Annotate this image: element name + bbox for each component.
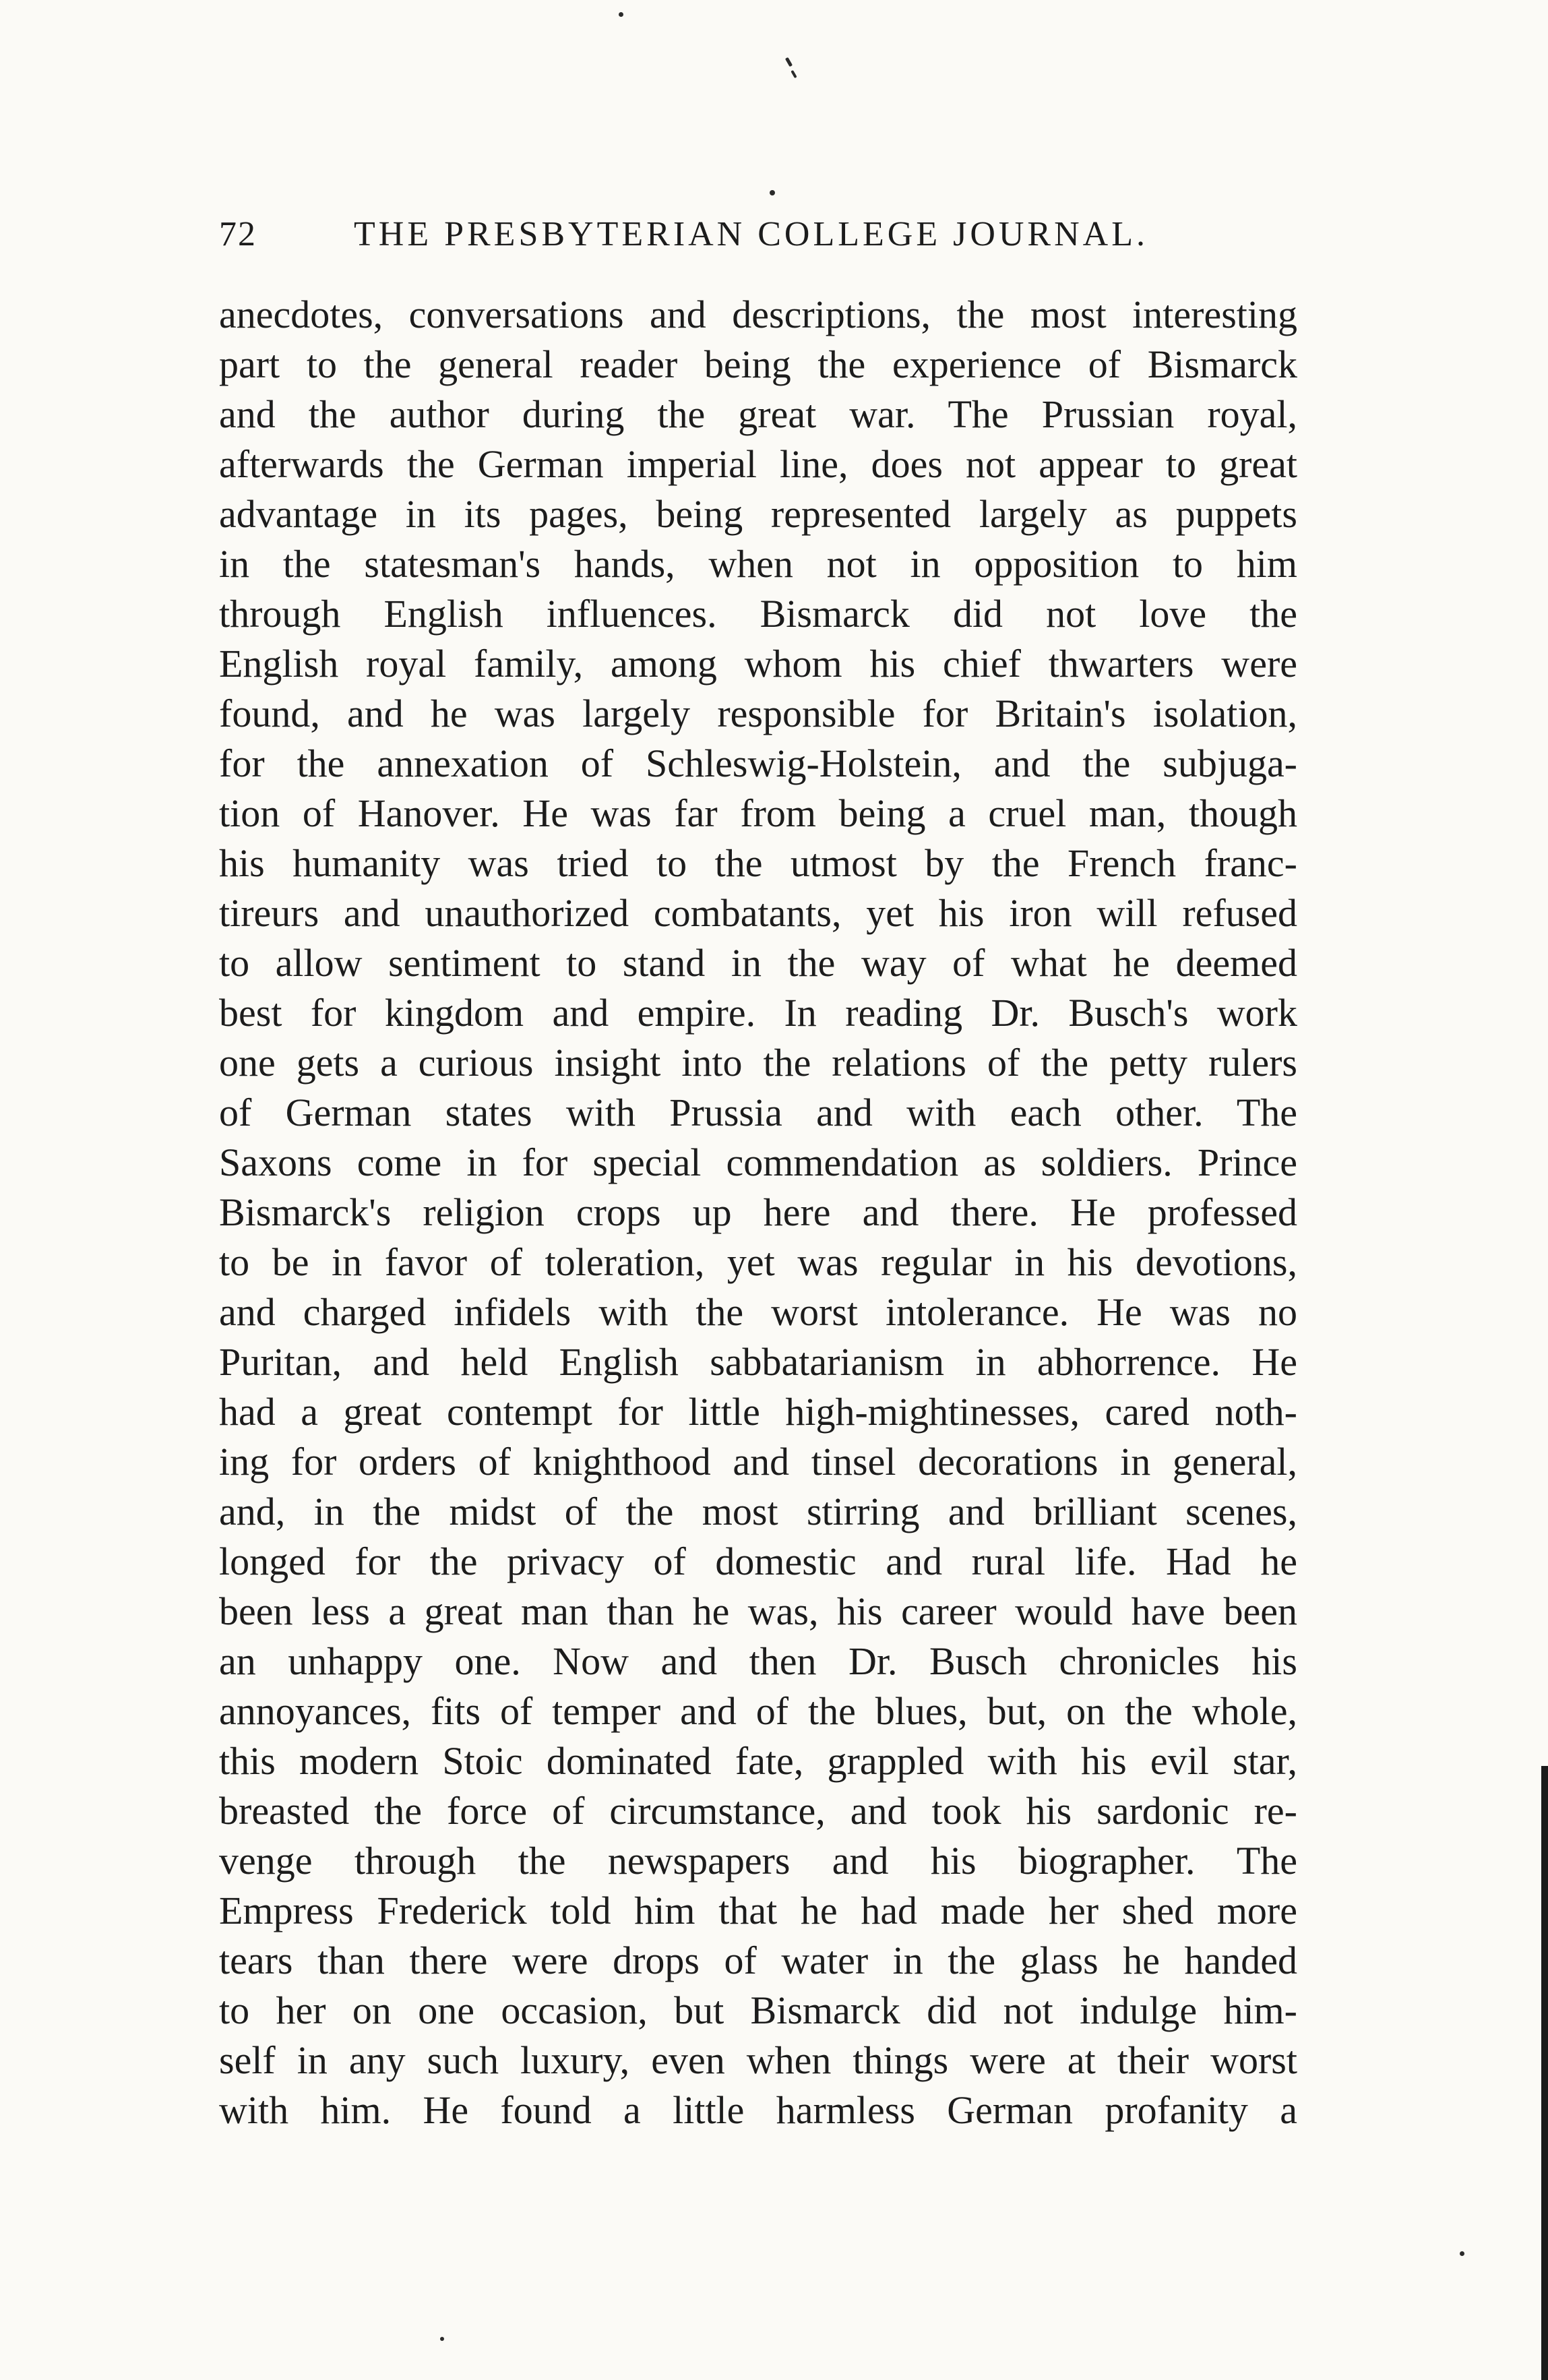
text-line: this modern Stoic dominated fate, grappled with his evil star, [219, 1739, 1297, 1783]
body-text [219, 290, 1297, 2135]
text-line: Puritan, and held English sabbatarianism in abhorrence. He [219, 1340, 1297, 1384]
text-line: to be in favor of toleration, yet was regular in his devotions, [219, 1240, 1297, 1284]
text-line: Saxons come in for special commendation as soldiers. Prince [219, 1140, 1297, 1184]
text-line: afterwards the German imperial line, does not appear to great [219, 442, 1297, 486]
text-line: and the author during the great war. The Prussian royal, [219, 392, 1297, 436]
text-line: tireurs and unauthorized combatants, yet his iron will refused [219, 891, 1297, 935]
text-line: annoyances, fits of temper and of the blues, but, on the whole, [219, 1689, 1297, 1733]
text-line: through English influences. Bismarck did not love the [219, 592, 1297, 636]
text-line: longed for the privacy of domestic and rural life. Had he [219, 1539, 1297, 1583]
scan-speck [770, 190, 775, 195]
text-line: to her on one occasion, but Bismarck did not indulge him- [219, 1988, 1297, 2032]
text-line: in the statesman's hands, when not in opposition to him [219, 542, 1297, 586]
scan-speck [1460, 2251, 1464, 2256]
text-line: Empress Frederick told him that he had made her shed more [219, 1889, 1297, 1932]
text-line: for the annexation of Schleswig-Holstein, and the subjuga- [219, 741, 1297, 785]
text-line: and charged infidels with the worst intolerance. He was no [219, 1290, 1297, 1334]
text-line: English royal family, among whom his chief thwarters were [219, 642, 1297, 685]
text-line: been less a great man than he was, his career would have been [219, 1589, 1297, 1633]
text-line: one gets a curious insight into the relations of the petty rulers [219, 1041, 1297, 1085]
text-line: anecdotes, conversations and descriptions, the most interesting [219, 293, 1297, 336]
scan-speck [791, 70, 797, 78]
text-line: had a great contempt for little high-mightinesses, cared noth- [219, 1390, 1297, 1434]
text-line: advantage in its pages, being represented largely as puppets [219, 492, 1297, 536]
text-line: self in any such luxury, even when things were at their worst [219, 2038, 1297, 2082]
text-line: found, and he was largely responsible for Britain's isolation, [219, 692, 1297, 735]
scan-edge-shadow [1541, 1766, 1548, 2380]
text-line: part to the general reader being the experience of Bismarck [219, 342, 1297, 386]
text-line: venge through the newspapers and his biographer. The [219, 1839, 1297, 1883]
text-line: with him. He found a little harmless German profanity a [219, 2088, 1297, 2132]
text-line: Bismarck's religion crops up here and there. He professed [219, 1190, 1297, 1234]
text-line: ing for orders of knighthood and tinsel decorations in general, [219, 1440, 1297, 1484]
text-line: tears than there were drops of water in the glass he handed [219, 1939, 1297, 1982]
text-line: tion of Hanover. He was far from being a cruel man, though [219, 791, 1297, 835]
scan-speck [440, 2337, 444, 2341]
page-header [219, 214, 1318, 268]
scan-speck [785, 57, 793, 67]
text-line: breasted the force of circumstance, and took his sardonic re- [219, 1789, 1297, 1833]
running-title: THE PRESBYTERIAN COLLEGE JOURNAL. [354, 215, 1148, 253]
text-line: best for kingdom and empire. In reading Dr. Busch's work [219, 991, 1297, 1035]
text-line: and, in the midst of the most stirring and brilliant scenes, [219, 1490, 1297, 1533]
text-line: an unhappy one. Now and then Dr. Busch chronicles his [219, 1639, 1297, 1683]
text-line: his humanity was tried to the utmost by the French franc- [219, 841, 1297, 885]
text-line: of German states with Prussia and with each other. The [219, 1091, 1297, 1134]
scan-speck [619, 12, 623, 17]
text-line: to allow sentiment to stand in the way of what he deemed [219, 941, 1297, 985]
page-number: 72 [219, 215, 257, 253]
